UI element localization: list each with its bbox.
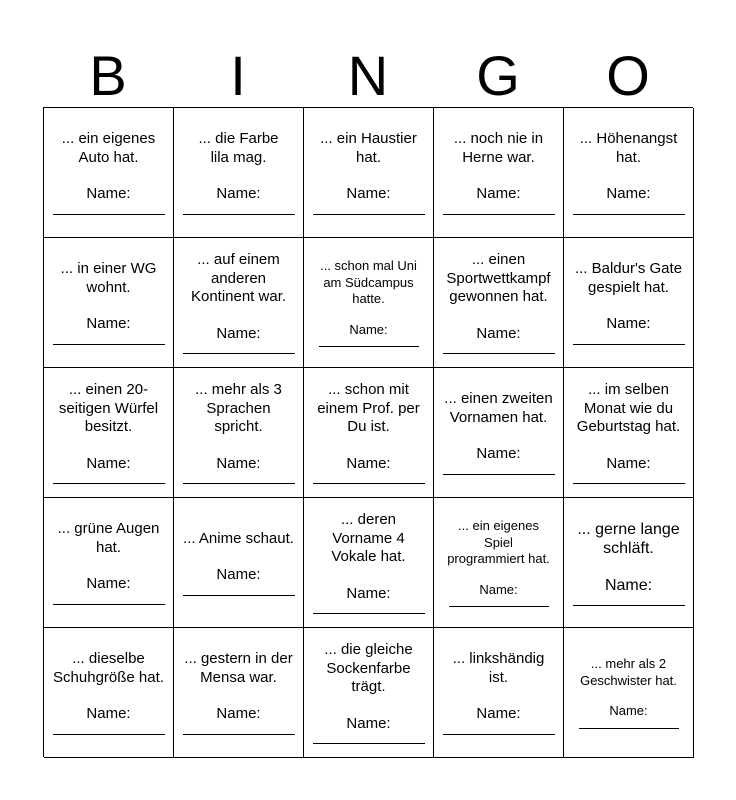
cell-clue: ... einen Sportwettkampf gewonnen hat. [446, 251, 551, 305]
bingo-cell[interactable] [44, 628, 174, 758]
name-label: Name: [216, 705, 261, 723]
signature-line[interactable] [573, 605, 685, 606]
signature-line[interactable] [443, 734, 555, 735]
name-label: Name: [479, 581, 518, 597]
cell-clue: ... schon mal Uni am Südcampus hatte. [320, 258, 417, 306]
header-letter-g: G [476, 44, 520, 107]
cell-clue: ... deren Vorname 4 Vokale hat. [331, 511, 406, 565]
bingo-cell[interactable] [304, 238, 434, 368]
signature-line[interactable] [313, 613, 425, 614]
signature-line[interactable] [53, 214, 165, 215]
name-label: Name: [346, 185, 391, 203]
bingo-cell[interactable] [434, 108, 564, 238]
bingo-cell[interactable] [564, 368, 694, 498]
cell-clue: ... grüne Augen hat. [57, 520, 160, 556]
signature-line[interactable] [573, 344, 685, 345]
name-label: Name: [349, 321, 388, 337]
bingo-grid [43, 107, 693, 757]
cell-clue: ... Höhenangst hat. [579, 130, 678, 166]
signature-line[interactable] [443, 353, 555, 354]
bingo-cell[interactable] [174, 628, 304, 758]
name-label: Name: [476, 324, 521, 342]
cell-clue: ... linkshändig ist. [452, 650, 545, 686]
name-label: Name: [346, 584, 391, 602]
cell-clue: ... ein eigenes Spiel programmiert hat. [447, 518, 550, 566]
cell-clue: ... im selben Monat wie du Geburtstag hat. [576, 381, 681, 435]
name-label: Name: [216, 324, 261, 342]
name-label: Name: [86, 454, 131, 472]
signature-line[interactable] [53, 344, 165, 345]
signature-line[interactable] [183, 483, 295, 484]
name-label: Name: [86, 315, 131, 333]
signature-line[interactable] [313, 214, 425, 215]
signature-line[interactable] [319, 346, 419, 347]
name-label: Name: [606, 185, 651, 203]
signature-line[interactable] [183, 353, 295, 354]
name-label: Name: [86, 185, 131, 203]
bingo-cell[interactable] [174, 238, 304, 368]
cell-clue: ... schon mit einem Prof. per Du ist. [317, 381, 420, 435]
cell-clue: ... in einer WG wohnt. [60, 260, 157, 296]
bingo-cell[interactable] [564, 108, 694, 238]
header-letter-o: O [606, 44, 650, 107]
bingo-cell[interactable] [304, 498, 434, 628]
name-label: Name: [606, 315, 651, 333]
header-letter-b: B [89, 44, 127, 107]
name-label: Name: [346, 454, 391, 472]
name-label: Name: [216, 566, 261, 583]
cell-clue: ... auf einem anderen Kontinent war. [190, 251, 287, 305]
cell-clue: ... die Farbe lila mag. [198, 130, 279, 166]
signature-line[interactable] [443, 214, 555, 215]
bingo-cell[interactable] [304, 628, 434, 758]
name-label: Name: [216, 454, 261, 472]
bingo-cell[interactable] [434, 498, 564, 628]
bingo-cell[interactable] [44, 368, 174, 498]
signature-line[interactable] [579, 728, 679, 729]
bingo-cell[interactable] [434, 368, 564, 498]
bingo-cell[interactable] [434, 238, 564, 368]
header-letter-i: I [230, 44, 246, 107]
cell-clue: ... ein Haustier hat. [320, 130, 417, 166]
signature-line[interactable] [449, 606, 549, 607]
name-label: Name: [216, 185, 261, 203]
cell-clue: ... einen 20- seitigen Würfel besitzt. [58, 381, 159, 435]
bingo-cell[interactable] [174, 498, 304, 628]
bingo-cell[interactable] [564, 498, 694, 628]
header-letter-n: N [347, 44, 389, 107]
cell-clue: ... mehr als 2 Geschwister hat. [580, 656, 677, 688]
bingo-cell[interactable] [304, 108, 434, 238]
signature-line[interactable] [183, 214, 295, 215]
bingo-cell[interactable] [44, 498, 174, 628]
cell-clue: ... die gleiche Sockenfarbe trägt. [324, 641, 413, 695]
signature-line[interactable] [183, 595, 295, 596]
signature-line[interactable] [313, 743, 425, 744]
bingo-header [43, 44, 693, 108]
signature-line[interactable] [573, 214, 685, 215]
signature-line[interactable] [53, 483, 165, 484]
name-label: Name: [476, 445, 521, 463]
bingo-cell[interactable] [434, 628, 564, 758]
bingo-cell[interactable] [44, 108, 174, 238]
signature-line[interactable] [443, 474, 555, 475]
signature-line[interactable] [53, 734, 165, 735]
name-label: Name: [476, 185, 521, 203]
cell-clue: ... Anime schaut. [183, 529, 294, 547]
name-label: Name: [609, 703, 648, 719]
signature-line[interactable] [573, 483, 685, 484]
bingo-cell[interactable] [174, 368, 304, 498]
name-label: Name: [86, 705, 131, 723]
cell-clue: ... einen zweiten Vornamen hat. [444, 390, 553, 426]
bingo-cell[interactable] [304, 368, 434, 498]
bingo-cell[interactable] [564, 628, 694, 758]
bingo-cell[interactable] [44, 238, 174, 368]
name-label: Name: [86, 575, 131, 593]
bingo-cell[interactable] [174, 108, 304, 238]
cell-clue: ... ein eigenes Auto hat. [61, 130, 156, 166]
cell-clue: ... dieselbe Schuhgröße hat. [53, 650, 164, 686]
name-label: Name: [346, 714, 391, 732]
name-label: Name: [606, 454, 651, 472]
name-label: Name: [604, 576, 653, 594]
signature-line[interactable] [53, 604, 165, 605]
cell-clue: ... gerne lange schläft. [577, 520, 680, 557]
signature-line[interactable] [183, 734, 295, 735]
signature-line[interactable] [313, 483, 425, 484]
cell-clue: ... gestern in der Mensa war. [184, 650, 293, 686]
cell-clue: ... mehr als 3 Sprachen spricht. [195, 381, 282, 435]
name-label: Name: [476, 705, 521, 723]
bingo-cell[interactable] [564, 238, 694, 368]
cell-clue: ... Baldur's Gate gespielt hat. [574, 260, 683, 296]
cell-clue: ... noch nie in Herne war. [453, 130, 544, 166]
